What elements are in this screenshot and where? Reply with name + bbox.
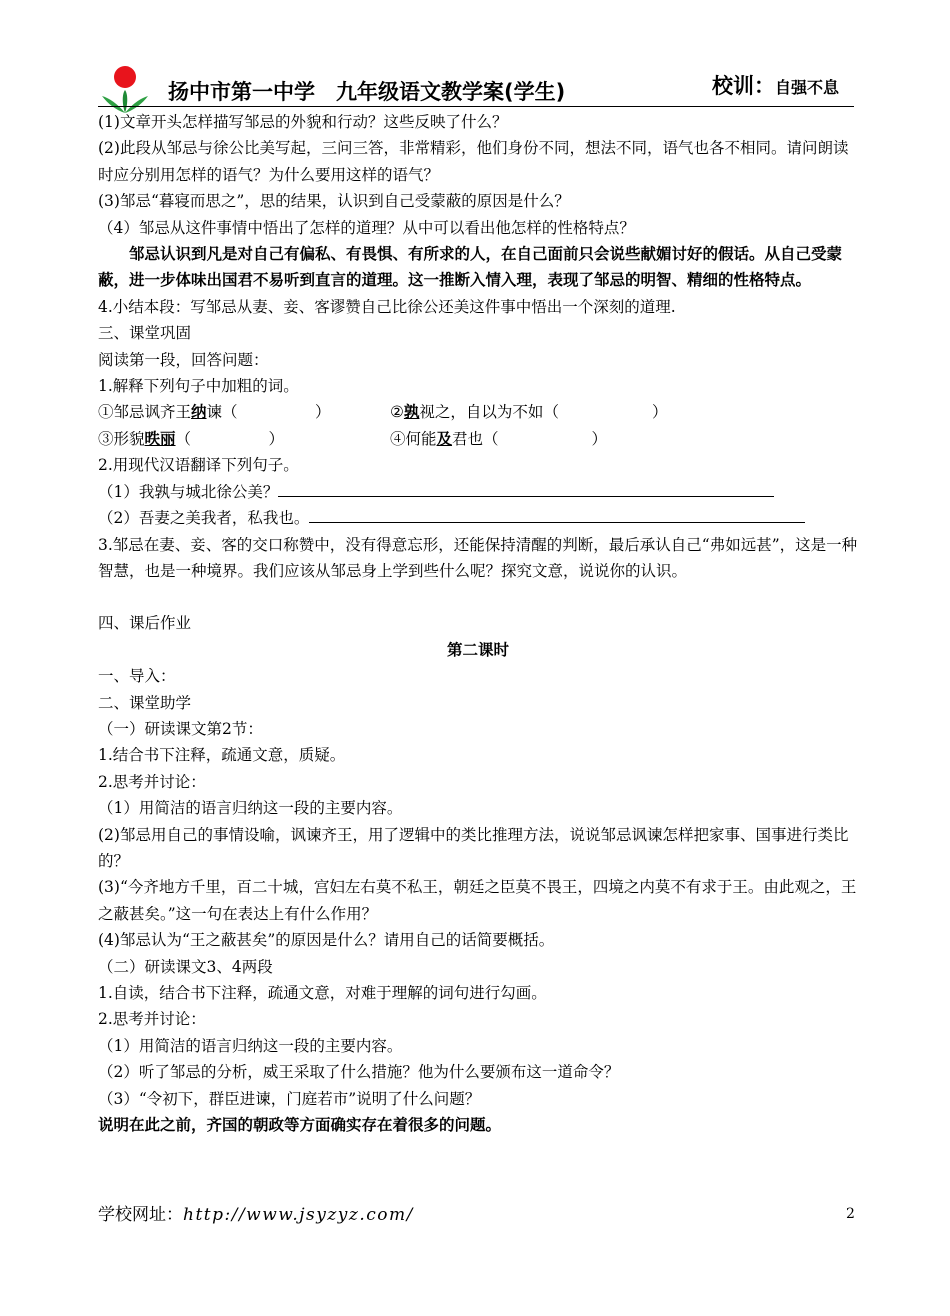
vocab-2-word: 孰 (403, 402, 420, 422)
vocab-2-prefix: ② (390, 403, 404, 422)
answer-paragraph (98, 241, 858, 294)
translate-1-answer-line[interactable] (278, 482, 774, 497)
translate-item-2 (98, 505, 858, 531)
vocab-2-suffix: 视之，自以为不如 (419, 403, 544, 422)
spacer (98, 584, 858, 610)
question-2: (2)此段从邹忌与徐公比美写起，三问三答，非常精彩，他们身份不同，想法不同，语气也各不相同。请问朗读时应分别用怎样的语气？为什么要用这样的语气？ (98, 139, 849, 184)
header-divider (98, 106, 854, 107)
discussion-question: 3.邹忌在妻、妾、客的交口称赞中，没有得意忘形，还能保持清醒的判断，最后承认自己“弗如远甚”，这是一种智慧，也是一种境界。我们应该从邹忌身上学到些什么呢？探究文意，说说你的认识。 (98, 535, 858, 580)
task-2-q3: (3)“今齐地方千里，百二十城，宫妇左右莫不私王，朝廷之臣莫不畏王，四境之内莫不有求于王。由此观之，王之蔽甚矣。”这一句在表达上有什么作用？ (98, 878, 857, 923)
vocab-item-2 (390, 399, 667, 425)
page-number: 2 (846, 1206, 855, 1222)
vocab-3-prefix: ③形貌 (98, 429, 145, 448)
question-1: (1)文章开头怎样描写邹忌的外貌和行动？这些反映了什么？ (98, 113, 508, 131)
task-4-q1: （1）用简洁的语言归纳这一段的主要内容。 (98, 1036, 403, 1055)
section-heading-4: 四、课后作业 (98, 614, 192, 633)
motto-text: 自强不息 (775, 78, 840, 97)
vocab-4-word: 及 (436, 428, 453, 448)
vocab-1-suffix: 谏 (206, 403, 223, 422)
vocab-1-prefix: ①邹忌讽齐王 (98, 403, 192, 422)
document-body (98, 109, 858, 1138)
translate-2-answer-line[interactable] (309, 508, 805, 523)
task-1: 1.结合书下注释，疏通文意，质疑。 (98, 746, 346, 765)
task-4: 2.思考并讨论： (98, 1010, 206, 1029)
vocab-row-1 (98, 399, 858, 425)
task-4-q2: （2）听了邹忌的分析，威王采取了什么措施？他为什么要颁布这一道命令？ (98, 1063, 620, 1082)
section-heading-3: 三、课堂巩固 (98, 324, 192, 343)
vocab-4-blank[interactable]: （ ） (483, 429, 608, 448)
vocab-2-blank[interactable]: （ ） (543, 403, 668, 422)
footer (98, 1200, 414, 1225)
answer-text: 邹忌认识到凡是对自己有偏私、有畏惧、有所求的人，在自己面前只会说些献媚讨好的假话。从自己受蒙蔽，进一步体味出国君不易听到直言的道理。这一推断入情入理，表现了邹忌的明智、精细的性格特点。 (98, 245, 843, 290)
vocab-4-prefix: ④何能 (390, 429, 437, 448)
task-4-q3: （3）“令初下，群臣进谏，门庭若市”说明了什么问题？ (98, 1089, 481, 1108)
footer-label: 学校网址： (98, 1205, 183, 1225)
reading-instruction: 阅读第一段，回答问题： (98, 350, 269, 369)
lesson-2-title: 第二课时 (446, 640, 509, 659)
subsection-2: （二）研读课文3、4两段 (98, 957, 273, 976)
motto-label: 校训： (712, 74, 775, 98)
vocab-3-blank[interactable]: （ ） (175, 429, 285, 448)
section-intro: 一、导入： (98, 667, 176, 686)
task-2-q4: (4)邹忌认为“王之蔽甚矣”的原因是什么？请用自己的话简要概括。 (98, 931, 555, 950)
vocab-4-suffix: 君也 (452, 429, 484, 448)
task-2-q1: （1）用简洁的语言归纳这一段的主要内容。 (98, 799, 403, 818)
translate-1-text: （1）我孰与城北徐公美？ (98, 482, 279, 501)
translate-item-1 (98, 479, 858, 505)
task-2-q2: (2)邹忌用自己的事情设喻，讽谏齐王，用了逻辑中的类比推理方法，说说邹忌讽谏怎样把家事、国事进行类比的？ (98, 825, 849, 870)
header-school-title: 扬中市第一中学 九年级语文教学案(学生) (168, 80, 566, 104)
vocab-1-word: 纳 (191, 402, 207, 422)
question-4: （4）邹忌从这件事情中悟出了怎样的道理？从中可以看出他怎样的性格特点？ (98, 218, 635, 237)
vocab-item-3 (98, 426, 390, 452)
task-4-answer: 说明在此之前，齐国的朝政等方面确实存在着很多的问题。 (98, 1116, 502, 1135)
vocab-row-2 (98, 426, 858, 452)
vocab-item-1 (98, 399, 390, 425)
question-3: (3)邹忌“暮寝而思之”，思的结果，认识到自己受蒙蔽的原因是什么？ (98, 192, 570, 211)
summary-line: 4.小结本段：写邹忌从妻、妾、客谬赞自己比徐公还美这件事中悟出一个深刻的道理. (98, 297, 676, 316)
translate-instruction: 2.用现代汉语翻译下列句子。 (98, 456, 299, 475)
vocab-item-4 (390, 426, 607, 452)
task-3: 1.自读，结合书下注释，疏通文意，对难于理解的词句进行勾画。 (98, 984, 547, 1002)
vocab-1-blank[interactable]: （ ） (222, 403, 331, 422)
header-motto (712, 70, 839, 100)
section-classroom: 二、课堂助学 (98, 693, 192, 712)
task-2: 2.思考并讨论： (98, 772, 206, 791)
vocab-instruction: 1.解释下列句子中加粗的词。 (98, 377, 299, 396)
translate-2-text: （2）吾妻之美我者，私我也。 (98, 509, 310, 528)
vocab-3-word: 昳丽 (144, 428, 176, 448)
footer-url-link[interactable]: http://www.jsyzyz.com/ (183, 1205, 414, 1225)
subsection-1: （一）研读课文第2节： (98, 719, 263, 738)
